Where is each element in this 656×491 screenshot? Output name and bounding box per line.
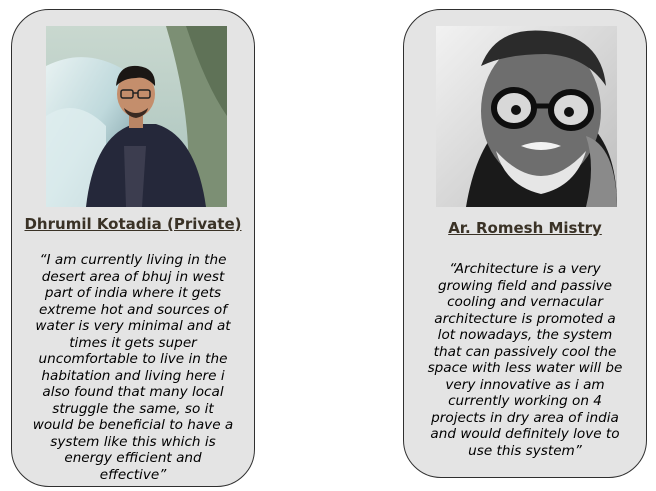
quote-line: energy efficient and (64, 450, 202, 466)
testimonial-quote (22, 252, 244, 483)
quote-line: that can passively cool the (433, 343, 617, 360)
person-name: Dhrumil Kotadia (Private) (24, 215, 242, 233)
quote-line: projects in dry area of india (431, 409, 619, 426)
quote-line: desert area of bhuj in west (41, 268, 225, 285)
quote-line: extreme hot and sources of (38, 301, 228, 318)
quote-line: “Architecture is a very (449, 261, 601, 277)
quote-line: times it gets super (69, 334, 197, 351)
quote-line: space with less water will be (427, 360, 623, 376)
quote-line: part of india where it gets (44, 285, 222, 301)
quote-line: water is very minimal and at (35, 318, 231, 334)
quote-line: architecture is promoted a (434, 310, 616, 327)
testimonial-card-dhrumil (11, 9, 255, 487)
testimonial-card-romesh (403, 9, 647, 478)
quote-line: lot nowadays, the system (437, 327, 613, 343)
quote-line: habitation and living here i (41, 367, 225, 384)
quote-line: and would definitely love to (430, 426, 620, 442)
quote-line: effective” (99, 466, 167, 483)
quote-line: also found that many local (42, 384, 224, 400)
testimonial-quote (424, 261, 626, 459)
quote-line: very innovative as i am (445, 376, 605, 393)
profile-photo-dhrumil (46, 26, 227, 207)
person-name: Ar. Romesh Mistry (448, 219, 602, 237)
quote-line: currently working on 4 (448, 393, 602, 409)
quote-line: “I am currently living in the (39, 252, 227, 268)
quote-line: uncomfortable to live in the (38, 351, 228, 367)
profile-photo-romesh (436, 26, 617, 207)
quote-line: system like this which is (50, 433, 216, 450)
quote-line: would be beneficial to have a (32, 417, 234, 433)
quote-line: use this system” (468, 442, 582, 459)
quote-line: growing field and passive (437, 277, 613, 294)
quote-line: struggle the same, so it (52, 400, 214, 417)
quote-line: cooling and vernacular (447, 294, 603, 310)
